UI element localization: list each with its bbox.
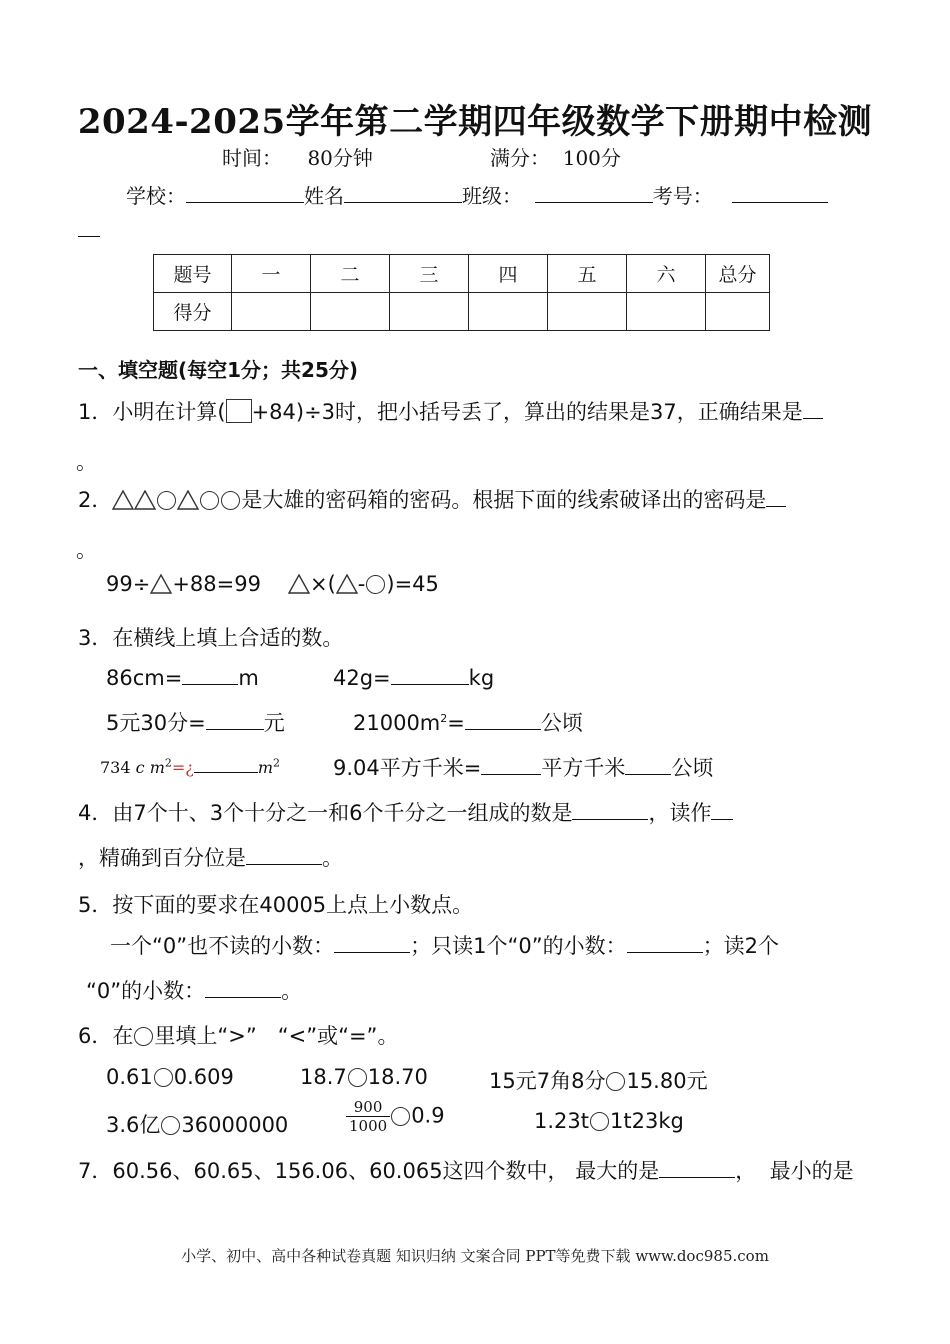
q6-r2c2: 1t23kg (610, 1109, 684, 1133)
q6-r1a1: 0.61 (106, 1065, 153, 1089)
exam-no-label: 考号： (652, 184, 713, 208)
circle-icon (157, 491, 176, 510)
q3-c2-blank-1[interactable] (481, 752, 541, 775)
q3-c2-mid: 平方千米 (541, 756, 626, 781)
q6-r1a2: 0.609 (173, 1065, 234, 1089)
q6-compare-5 (346, 1098, 445, 1135)
page-footer: 小学、初中、高中各种试卷真题 知识归纳 文案合同 PPT等免费下载 www.doc985.com (181, 1247, 769, 1265)
q4-line-2 (78, 842, 343, 872)
score-cell[interactable] (469, 293, 548, 331)
score-cell[interactable] (232, 293, 311, 331)
q3-item-c2 (333, 752, 713, 782)
q1-text-b: +84)÷3时，把小括号丢了，算出的结果是37，正确结果是 (251, 400, 803, 425)
q3-c1-blank[interactable] (194, 755, 258, 773)
time-label: 时间： (222, 146, 282, 170)
question-6 (78, 1020, 398, 1050)
score-header-cell: 一 (232, 255, 311, 293)
circle-icon (200, 491, 219, 510)
info-fields (126, 180, 828, 209)
school-blank[interactable] (186, 181, 304, 203)
q3-a1-text: 86cm= (106, 666, 183, 691)
q7-text-c: ， (735, 1159, 757, 1184)
q7-text-a: 7．60.56、60.65、156.06、60.065这四个数中， (78, 1159, 569, 1184)
score-value-row (154, 293, 770, 331)
q3-c1-result-sup: 2 (273, 756, 281, 770)
compare-circle[interactable] (391, 1107, 410, 1126)
q5-blank-2[interactable] (627, 930, 703, 953)
score-label: 满分： (490, 146, 550, 170)
password-shapes (112, 488, 241, 512)
compare-circle[interactable] (606, 1072, 625, 1091)
q5-blank-3[interactable] (205, 975, 281, 998)
circle-icon (366, 575, 385, 594)
exam-score (490, 142, 621, 171)
q3-item-a2 (333, 662, 494, 690)
question-3: 3．在横线上填上合适的数。 (78, 626, 344, 650)
q3-b2-blank[interactable] (465, 707, 541, 730)
q5-text-c: ；读2个 (702, 934, 779, 959)
page-title: 2024-2025学年第二学期四年级数学下册期中检测 (77, 102, 873, 142)
q6-r2b2: 0.9 (411, 1103, 445, 1128)
triangle-icon (288, 574, 310, 594)
q3-item-b2 (353, 707, 583, 737)
q3-a2-blank[interactable] (391, 662, 469, 685)
q6-r2a1: 3.6亿 (106, 1113, 161, 1137)
triangle-icon (336, 574, 358, 594)
q1-text-a: 1．小明在计算( (78, 400, 226, 425)
q6-text-b: 里填上“>” “<”或“=”。 (154, 1024, 399, 1048)
question-1 (78, 396, 823, 426)
clue2-text-c: )=45 (386, 572, 439, 596)
name-label: 姓名 (304, 184, 344, 208)
clue1-text-a: 99÷ (106, 572, 151, 596)
q6-r1c1: 15元7角8分 (489, 1069, 606, 1093)
q7-blank-1[interactable] (659, 1155, 735, 1178)
q5-line-2 (86, 975, 302, 1005)
q3-c1-sup: 2 (164, 756, 172, 770)
score-header-cell: 三 (390, 255, 469, 293)
score-header-row (154, 255, 770, 293)
score-cell[interactable] (548, 293, 627, 331)
circle-icon (221, 491, 240, 510)
section-1-heading: 一、填空题(每空1分；共25分) (78, 358, 359, 382)
circle-icon (134, 1027, 153, 1046)
q3-c1-num: 734 (100, 757, 131, 777)
q3-b2-text: 21000m (353, 711, 441, 736)
triangle-icon (150, 574, 172, 594)
q6-compare-6 (534, 1109, 684, 1133)
triangle-icon (112, 490, 134, 510)
compare-circle[interactable] (154, 1068, 173, 1087)
q4-blank-2[interactable] (711, 797, 733, 820)
score-header-cell: 总分 (706, 255, 770, 293)
q7-text-d: 最小的是 (769, 1159, 854, 1184)
score-value: 100分 (562, 146, 621, 170)
name-blank[interactable] (344, 181, 462, 203)
question-2 (78, 484, 786, 514)
q6-r1b2: 18.70 (367, 1065, 428, 1089)
q4-text-c: ，精确到百分位是 (78, 846, 246, 871)
q2-answer-blank[interactable] (766, 484, 786, 507)
fraction-denominator: 1000 (349, 1117, 388, 1135)
q2-number: 2． (78, 488, 113, 513)
q5-text-b: ；只读1个“0”的小数： (410, 934, 627, 959)
score-header-cell: 题号 (154, 255, 232, 293)
score-cell[interactable] (706, 293, 770, 331)
q6-compare-3 (489, 1065, 708, 1095)
q4-text-b: ，读作 (648, 801, 712, 826)
clue2-text-a: ×( (310, 572, 336, 596)
q4-text-a: 4．由7个十、3个十分之一和6个千分之一组成的数是 (78, 801, 573, 826)
q6-compare-2 (300, 1065, 428, 1089)
q2-end: 。 (76, 538, 97, 562)
score-cell[interactable] (311, 293, 390, 331)
q3-a2-unit: kg (468, 666, 495, 691)
q4-blank-3[interactable] (246, 842, 322, 865)
q3-b1-blank[interactable] (206, 707, 264, 730)
question-4 (78, 797, 733, 827)
blank-box-icon (226, 399, 252, 423)
clue2-text-b: - (357, 572, 366, 596)
q3-b2-unit: 公顷 (540, 711, 583, 736)
fraction-numerator: 900 (346, 1098, 390, 1117)
q5-blank-1[interactable] (334, 930, 410, 953)
class-label: 班级： (462, 184, 522, 208)
triangle-icon (177, 490, 199, 510)
q1-answer-blank[interactable] (803, 396, 823, 419)
class-blank[interactable] (535, 181, 653, 203)
exam-no-blank-continued[interactable] (78, 222, 100, 237)
q6-r1c2: 15.80元 (626, 1069, 708, 1093)
q5-end: 。 (281, 979, 303, 1004)
school-label: 学校： (126, 184, 186, 208)
score-header-cell: 四 (469, 255, 548, 293)
q2-clue-1 (106, 572, 261, 596)
q3-b1-text: 5元30分= (106, 711, 206, 736)
exam-time (222, 142, 373, 171)
q3-b2-sup: 2 (440, 712, 448, 726)
q6-r1b1: 18.7 (300, 1065, 347, 1089)
q3-c1-unit: c m (135, 757, 165, 777)
q6-text-a: 6．在 (78, 1024, 134, 1048)
score-cell[interactable] (390, 293, 469, 331)
fraction (346, 1098, 390, 1135)
score-header-cell: 二 (311, 255, 390, 293)
q2-clue-2 (288, 572, 439, 596)
score-header-cell: 六 (627, 255, 706, 293)
q5-text-d: “0”的小数： (86, 979, 206, 1004)
triangle-icon (134, 490, 156, 510)
q4-blank-1[interactable] (572, 797, 648, 820)
q7-text-b: 最大的是 (575, 1159, 660, 1184)
q3-c2-blank-2[interactable] (625, 752, 671, 775)
q3-c1-eq: =¿ (171, 757, 194, 777)
q3-item-b1 (106, 707, 285, 737)
q3-c2-text: 9.04平方千米= (333, 756, 482, 781)
q3-c2-unit: 公顷 (671, 756, 714, 781)
q3-b2-eq: = (447, 711, 465, 736)
q3-item-c1 (100, 755, 280, 777)
exam-no-blank[interactable] (732, 181, 828, 203)
q4-end: 。 (322, 846, 343, 871)
q3-a1-unit: m (238, 666, 259, 691)
compare-circle[interactable] (590, 1112, 609, 1131)
compare-circle[interactable] (348, 1068, 367, 1087)
time-value: 80分钟 (307, 146, 373, 170)
score-cell[interactable] (627, 293, 706, 331)
q3-c1-result-unit: m (257, 757, 274, 777)
score-header-cell: 五 (548, 255, 627, 293)
q1-end: 。 (76, 450, 97, 474)
q2-text: 是大雄的密码箱的密码。根据下面的线索破译出的密码是 (241, 488, 767, 513)
q5-line-1 (110, 930, 779, 960)
score-row-label: 得分 (154, 293, 232, 331)
q6-r2c1: 1.23t (534, 1109, 589, 1133)
clue1-text-b: +88=99 (172, 572, 261, 596)
q5-text-a: 一个“0”也不读的小数： (110, 934, 335, 959)
q3-b1-unit: 元 (263, 711, 285, 736)
q6-r2a2: 36000000 (181, 1113, 289, 1137)
q3-a1-blank[interactable] (182, 662, 238, 685)
q3-a2-text: 42g= (333, 666, 391, 691)
score-table (153, 254, 770, 331)
question-5: 5．按下面的要求在40005上点上小数点。 (78, 893, 474, 917)
question-7 (78, 1155, 854, 1185)
q6-compare-4 (106, 1109, 288, 1139)
q6-compare-1 (106, 1065, 234, 1089)
compare-circle[interactable] (161, 1116, 180, 1135)
q3-item-a1 (106, 662, 259, 690)
